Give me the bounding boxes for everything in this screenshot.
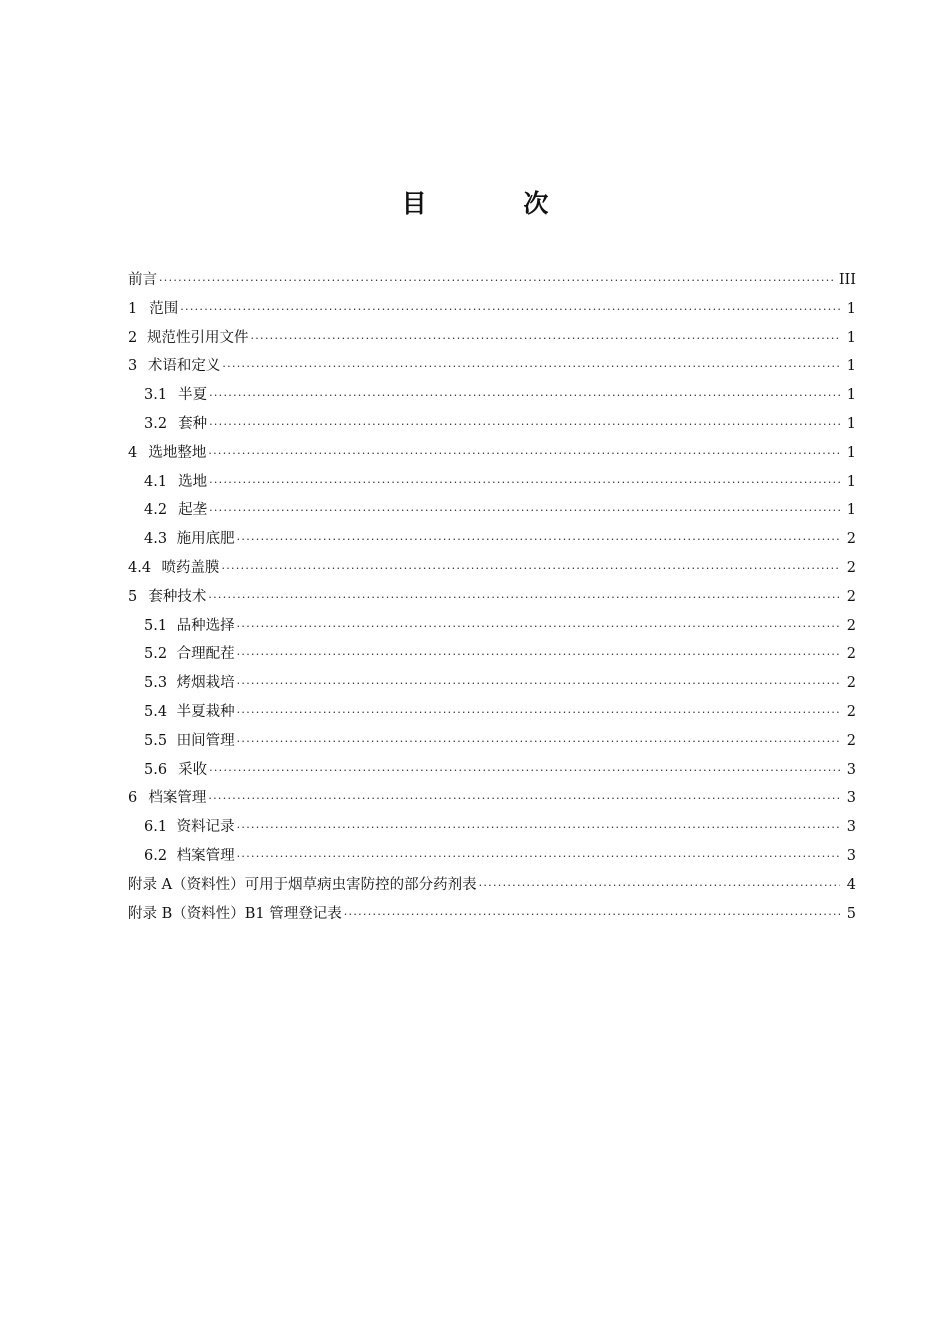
toc-page-number: 2	[846, 675, 856, 692]
toc-entry-label: 烤烟栽培	[176, 675, 235, 692]
table-of-contents	[128, 266, 856, 928]
toc-entry-number: 4.3	[144, 531, 168, 548]
toc-entry-label: 术语和定义	[147, 358, 221, 375]
toc-dot-leader	[479, 872, 840, 901]
toc-entry[interactable]	[128, 525, 856, 554]
toc-entry-number: 4	[128, 444, 138, 461]
toc-entry-number: 6.1	[144, 819, 168, 836]
toc-entry[interactable]	[128, 813, 856, 842]
toc-dot-leader	[237, 699, 840, 728]
toc-entry-label: 起垄	[178, 502, 208, 519]
toc-entry[interactable]	[128, 554, 856, 583]
toc-dot-leader	[209, 757, 840, 786]
toc-entry[interactable]	[128, 468, 856, 497]
toc-entry[interactable]	[128, 669, 856, 698]
appendix-title: B1 管理登记表	[244, 905, 342, 922]
toc-entry-number: 5.6	[144, 761, 168, 778]
toc-entry-label: 喷药盖膜	[161, 559, 220, 576]
toc-page-number: 1	[846, 444, 856, 461]
toc-page-number: 4	[846, 876, 856, 893]
toc-page-number: 1	[846, 329, 856, 346]
toc-entry[interactable]	[128, 410, 856, 439]
toc-dot-leader	[208, 785, 840, 814]
toc-entry-number: 5.4	[144, 703, 168, 720]
toc-dot-leader	[221, 555, 840, 584]
toc-page-number: 2	[846, 617, 856, 634]
toc-entry[interactable]	[128, 784, 856, 813]
toc-page-number: 3	[846, 761, 856, 778]
toc-entry[interactable]	[128, 381, 856, 410]
toc-page-number: 2	[846, 531, 856, 548]
toc-entry-label: 半夏栽种	[176, 703, 235, 720]
toc-dot-leader	[237, 814, 840, 843]
toc-entry-number: 5	[128, 588, 138, 605]
toc-page-number: 3	[846, 790, 856, 807]
toc-entry-label: 资料记录	[176, 819, 235, 836]
toc-dot-leader	[237, 613, 840, 642]
toc-entry-number: 4.1	[144, 473, 168, 490]
toc-entry-number: 3.1	[144, 387, 168, 404]
toc-entry-number: 3.2	[144, 415, 168, 432]
toc-entry[interactable]	[128, 496, 856, 525]
toc-page-number: 1	[846, 473, 856, 490]
toc-entry-number: 2	[128, 329, 138, 346]
toc-entry-label: 范围	[149, 300, 179, 317]
appendix-tag: 附录 A（资料性）	[128, 876, 245, 893]
toc-entry-label: 档案管理	[176, 847, 235, 864]
toc-dot-leader	[237, 728, 840, 757]
toc-page-number: 3	[846, 819, 856, 836]
toc-page-number: 5	[846, 905, 856, 922]
toc-page-number: 2	[846, 732, 856, 749]
toc-entry-number: 5.2	[144, 646, 168, 663]
toc-entry-label: 半夏	[178, 387, 208, 404]
toc-entry-label: 前言	[128, 272, 157, 288]
toc-entry-number: 5.1	[144, 617, 168, 634]
toc-entry-label: 施用底肥	[176, 531, 235, 548]
toc-dot-leader	[208, 584, 840, 613]
toc-entry-number: 5.3	[144, 675, 168, 692]
appendix-tag: 附录 B（资料性）	[128, 905, 245, 922]
toc-dot-leader	[237, 526, 840, 555]
toc-dot-leader	[237, 843, 840, 872]
toc-entry-number: 3	[128, 358, 138, 375]
toc-dot-leader	[209, 469, 840, 498]
toc-entry-label: 套种	[178, 415, 208, 432]
toc-entry-label: 品种选择	[176, 617, 235, 634]
toc-dot-leader	[237, 641, 840, 670]
toc-entry-label: 采收	[178, 761, 208, 778]
toc-entry-label: 规范性引用文件	[146, 329, 249, 346]
toc-page-number: 2	[846, 559, 856, 576]
toc-entry-label: 档案管理	[148, 790, 207, 807]
toc-page-number: 2	[846, 588, 856, 605]
toc-page-number: 2	[846, 646, 856, 663]
toc-entry[interactable]	[128, 324, 856, 353]
toc-entry-number: 4.2	[144, 502, 168, 519]
toc-page-number: 1	[846, 387, 856, 404]
toc-entry[interactable]	[128, 612, 856, 641]
toc-dot-leader	[237, 670, 840, 699]
toc-entry-label: 合理配茬	[176, 646, 235, 663]
toc-entry-label: 套种技术	[148, 588, 207, 605]
toc-entry[interactable]	[128, 756, 856, 785]
toc-page-number: III	[838, 272, 856, 288]
toc-appendix-entry[interactable]	[128, 900, 856, 929]
toc-entry-number: 5.5	[144, 732, 168, 749]
toc-dot-leader	[209, 411, 840, 440]
toc-page-number: 1	[846, 358, 856, 375]
toc-dot-leader	[209, 497, 840, 526]
page-title: 目 次	[401, 189, 593, 218]
toc-dot-leader	[222, 353, 840, 382]
toc-dot-leader	[209, 382, 840, 411]
appendix-title: 可用于烟草病虫害防控的部分药剂表	[244, 876, 477, 893]
toc-entry-number: 6	[128, 790, 138, 807]
toc-entry[interactable]	[128, 266, 856, 295]
toc-entry[interactable]	[128, 295, 856, 324]
toc-entry-number: 1	[128, 300, 138, 317]
toc-entry[interactable]	[128, 698, 856, 727]
toc-dot-leader	[250, 325, 840, 354]
toc-dot-leader	[344, 901, 840, 930]
toc-entry-number: 6.2	[144, 847, 168, 864]
toc-entry[interactable]	[128, 439, 856, 468]
toc-page-number: 3	[846, 847, 856, 864]
toc-entry-label: 选地整地	[148, 444, 207, 461]
toc-page-number: 1	[846, 300, 856, 317]
toc-entry-label: 田间管理	[176, 732, 235, 749]
toc-dot-leader	[208, 440, 840, 469]
toc-entry-number: 4.4	[128, 559, 152, 576]
toc-entry[interactable]	[128, 842, 856, 871]
toc-page-number: 2	[846, 703, 856, 720]
toc-dot-leader	[180, 296, 840, 325]
toc-page-number: 1	[846, 502, 856, 519]
toc-appendix-entry[interactable]	[128, 871, 856, 900]
toc-dot-leader	[159, 267, 835, 296]
toc-entry[interactable]	[128, 583, 856, 612]
toc-entry-label: 选地	[178, 473, 208, 490]
toc-entry[interactable]	[128, 352, 856, 381]
toc-entry[interactable]	[128, 727, 856, 756]
toc-entry[interactable]	[128, 640, 856, 669]
toc-page-number: 1	[846, 415, 856, 432]
